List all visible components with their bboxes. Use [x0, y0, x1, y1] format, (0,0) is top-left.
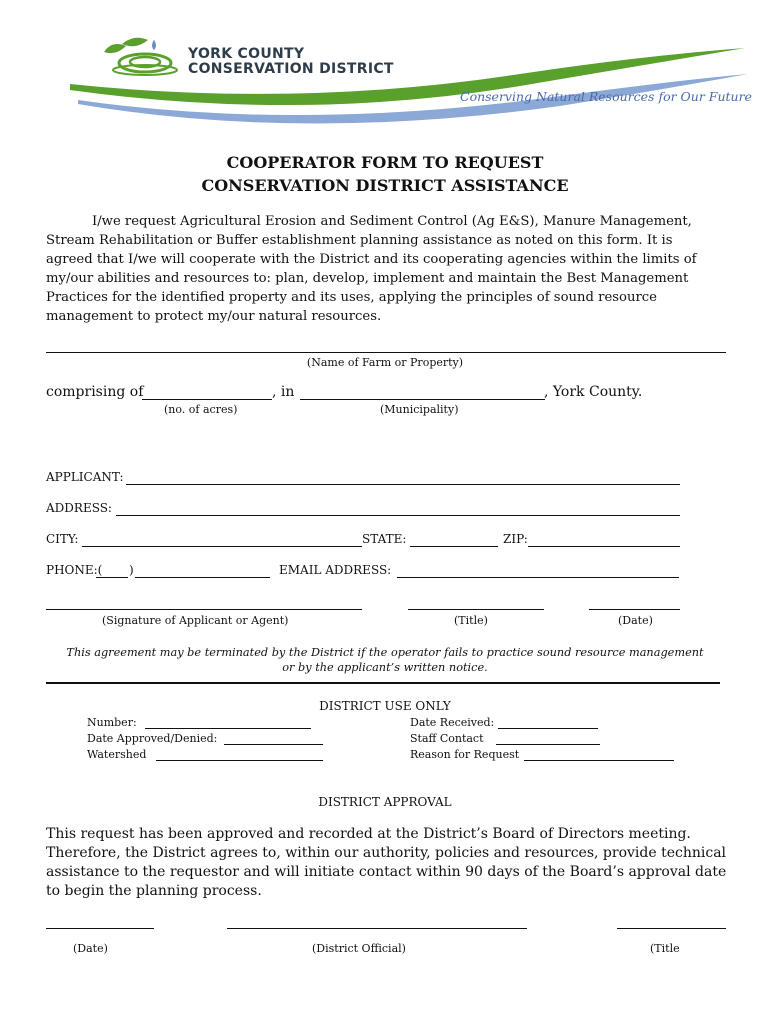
approval-paragraph: [46, 825, 746, 901]
applicant-field[interactable]: [126, 484, 680, 485]
tagline: Conserving Natural Resources for Our Future: [460, 89, 752, 104]
form-title-line1: COOPERATOR FORM TO REQUEST: [226, 153, 544, 172]
address-label: ADDRESS:: [46, 501, 112, 515]
city-field[interactable]: [82, 546, 362, 547]
address-field[interactable]: [116, 515, 680, 516]
date-received-field[interactable]: [498, 728, 598, 729]
intro-line: management to protect my/our natural resources.: [46, 309, 382, 324]
number-field[interactable]: [145, 728, 311, 729]
comprising-label: comprising of: [46, 384, 144, 400]
intro-line: my/our abilities and resources to: plan, develop, implement and maintain the Best Management: [46, 271, 689, 286]
approval-date-caption: (Date): [73, 942, 108, 955]
phone-paren: ): [129, 563, 134, 577]
farm-name-field[interactable]: [46, 352, 726, 353]
approval-title-caption: (Title: [650, 942, 680, 955]
district-official-caption: (District Official): [312, 942, 406, 955]
date-field[interactable]: [589, 609, 680, 610]
date-caption: (Date): [618, 614, 653, 627]
acres-field[interactable]: [142, 399, 272, 400]
signature-caption: (Signature of Applicant or Agent): [102, 614, 289, 627]
date-approved-field[interactable]: [224, 744, 323, 745]
zip-label: ZIP:: [503, 532, 528, 546]
district-official-field[interactable]: [227, 928, 527, 929]
approval-line: This request has been approved and recorded at the District’s Board of Directors meeting.: [46, 826, 691, 842]
reason-label: Reason for Request: [410, 748, 520, 761]
intro-line: Practices for the identified property and its uses, applying the principles of sound resource: [46, 290, 657, 305]
email-label: EMAIL ADDRESS:: [279, 563, 392, 577]
signature-field[interactable]: [46, 609, 362, 610]
approval-line: assistance to the requestor and will initiate contact within 90 days of the Board’s approval date: [46, 864, 727, 880]
applicant-label: APPLICANT:: [46, 470, 124, 484]
zip-field[interactable]: [528, 546, 680, 547]
title-field[interactable]: [408, 609, 544, 610]
number-label: Number:: [87, 716, 137, 729]
approval-date-field[interactable]: [46, 928, 154, 929]
termination-notice-line2: or by the applicant’s written notice.: [282, 661, 488, 674]
phone-area-code-field[interactable]: [96, 577, 128, 578]
org-name-line1: YORK COUNTY: [188, 46, 305, 62]
state-field[interactable]: [410, 546, 498, 547]
section-divider: [46, 682, 720, 684]
staff-contact-label: Staff Contact: [410, 732, 484, 745]
city-label: CITY:: [46, 532, 79, 546]
intro-line: agreed that I/we will cooperate with the District and its cooperating agencies within the limits of: [46, 252, 697, 267]
approval-line: Therefore, the District agrees to, within our authority, policies and resources, provide technical: [46, 845, 727, 861]
date-approved-label: Date Approved/Denied:: [87, 732, 218, 745]
district-approval-heading: DISTRICT APPROVAL: [318, 795, 452, 809]
municipality-caption: (Municipality): [380, 403, 459, 416]
email-field[interactable]: [397, 577, 679, 578]
termination-notice-line1: This agreement may be terminated by the District if the operator fails to practice sound resource management: [66, 646, 704, 659]
intro-line: I/we request Agricultural Erosion and Sediment Control (Ag E&S), Manure Management,: [92, 214, 692, 229]
approval-line: to begin the planning process.: [46, 883, 262, 899]
reason-field[interactable]: [524, 760, 674, 761]
state-label: STATE:: [362, 532, 407, 546]
phone-label: PHONE:(: [46, 563, 103, 577]
date-received-label: Date Received:: [410, 716, 495, 729]
district-use-heading: DISTRICT USE ONLY: [319, 699, 451, 713]
watershed-field[interactable]: [156, 760, 323, 761]
intro-line: Stream Rehabilitation or Buffer establishment planning assistance as noted on this form. It is: [46, 233, 673, 248]
acres-caption: (no. of acres): [164, 403, 238, 416]
farm-name-caption: (Name of Farm or Property): [306, 356, 464, 369]
municipality-field[interactable]: [300, 399, 545, 400]
intro-paragraph: [46, 212, 736, 326]
watershed-label: Watershed: [87, 748, 147, 761]
form-title-line2: CONSERVATION DISTRICT ASSISTANCE: [201, 176, 569, 195]
approval-title-field[interactable]: [617, 928, 726, 929]
title-caption: (Title): [454, 614, 488, 627]
staff-contact-field[interactable]: [496, 744, 600, 745]
york-county-label: , York County.: [544, 384, 643, 400]
org-name-line2: CONSERVATION DISTRICT: [188, 61, 394, 77]
in-label: , in: [272, 384, 295, 400]
phone-number-field[interactable]: [135, 577, 270, 578]
